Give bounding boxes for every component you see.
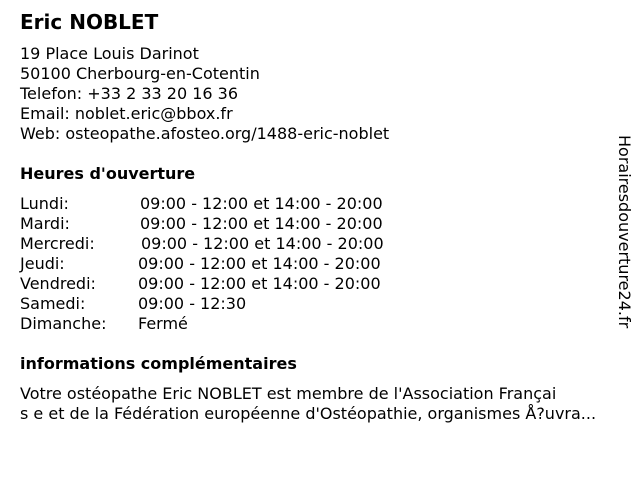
hours-day: Mardi:	[20, 214, 70, 233]
address-phone: Telefon: +33 2 33 20 16 36	[20, 84, 239, 103]
hours-day: Samedi:	[20, 294, 86, 313]
address-city: 50100 Cherbourg-en-Cotentin	[20, 64, 260, 83]
info-line: s e et de la Fédération européenne d'Ostéopathie, organismes Å?uvra...	[20, 404, 597, 423]
info-heading: informations complémentaires	[20, 354, 297, 373]
info-description	[20, 384, 632, 424]
address-email: Email: noblet.eric@bbox.fr	[20, 104, 233, 123]
hours-day: Mercredi:	[20, 234, 95, 253]
hours-time: 09:00 - 12:00 et 14:00 - 20:00	[141, 234, 384, 253]
hours-heading: Heures d'ouverture	[20, 164, 196, 183]
hours-time: 09:00 - 12:00 et 14:00 - 20:00	[138, 274, 381, 293]
hours-day: Jeudi:	[20, 254, 65, 273]
address-web: Web: osteopathe.afosteo.org/1488-eric-noblet	[20, 124, 390, 143]
hours-day: Dimanche:	[20, 314, 107, 333]
hours-time: 09:00 - 12:00 et 14:00 - 20:00	[138, 254, 381, 273]
hours-time: 09:00 - 12:30	[138, 294, 247, 313]
hours-time: Fermé	[138, 314, 188, 333]
address-street: 19 Place Louis Darinot	[20, 44, 199, 63]
page-title: Eric NOBLET	[20, 10, 159, 34]
hours-time: 09:00 - 12:00 et 14:00 - 20:00	[140, 214, 383, 233]
hours-day: Lundi:	[20, 194, 69, 213]
info-line: Votre ostéopathe Eric NOBLET est membre de l'Association Françai	[20, 384, 557, 403]
hours-time: 09:00 - 12:00 et 14:00 - 20:00	[140, 194, 383, 213]
address-block	[20, 44, 389, 144]
hours-day: Vendredi:	[20, 274, 96, 293]
site-watermark: Horairesdouverture24.fr	[615, 135, 634, 329]
